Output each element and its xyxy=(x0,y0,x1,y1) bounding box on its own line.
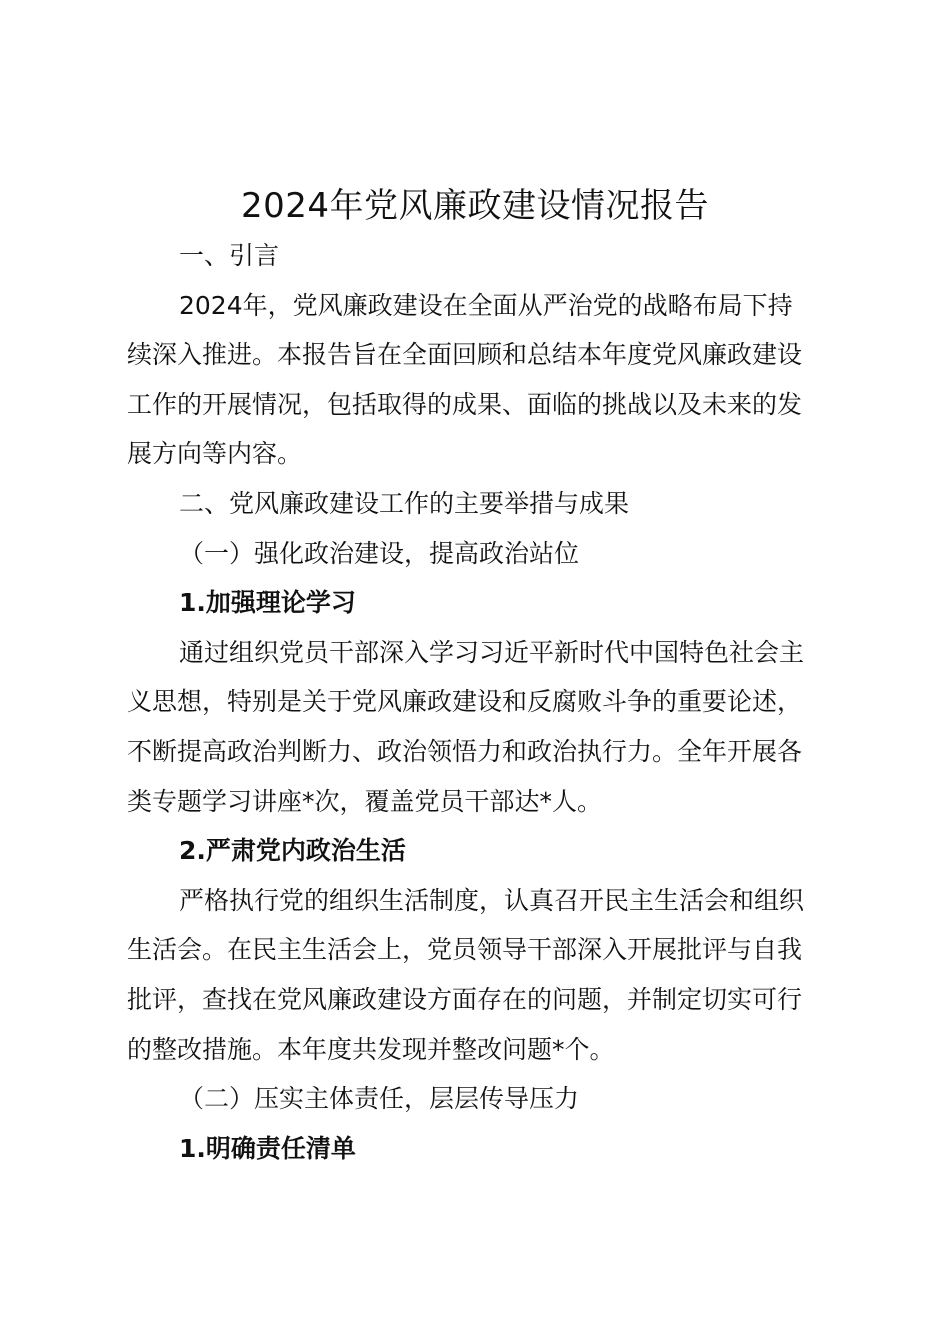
paragraph-line: 2024年，党风廉政建设在全面从严治党的战略布局下持 xyxy=(179,290,793,320)
paragraph-line: 类专题学习讲座*次，覆盖党员干部达*人。 xyxy=(127,786,603,816)
subsection-heading-responsibility: （二）压实主体责任，层层传导压力 xyxy=(179,1084,580,1114)
intro-paragraph xyxy=(127,281,833,479)
subsection-heading-political: （一）强化政治建设，提高政治站位 xyxy=(179,538,580,568)
document-title: 2024年党风廉政建设情况报告 xyxy=(240,186,710,226)
item-heading-theory-study: 1.加强理论学习 xyxy=(179,588,356,618)
paragraph-line: 义思想，特别是关于党风廉政建设和反腐败斗争的重要论述， xyxy=(127,687,803,717)
paragraph-line: 展方向等内容。 xyxy=(127,439,303,469)
paragraph-line: 生活会。在民主生活会上，党员领导干部深入开展批评与自我 xyxy=(127,935,803,965)
paragraph-line: 工作的开展情况，包括取得的成果、面临的挑战以及未来的发 xyxy=(127,389,803,419)
paragraph-line: 的整改措施。本年度共发现并整改问题*个。 xyxy=(127,1034,615,1064)
paragraph-line: 批评，查找在党风廉政建设方面存在的问题，并制定切实可行 xyxy=(127,984,803,1014)
theory-study-paragraph xyxy=(127,628,833,826)
paragraph-line: 通过组织党员干部深入学习习近平新时代中国特色社会主 xyxy=(179,637,805,667)
section-heading-measures: 二、党风廉政建设工作的主要举措与成果 xyxy=(179,488,630,518)
party-life-paragraph xyxy=(127,876,833,1074)
paragraph-line: 不断提高政治判断力、政治领悟力和政治执行力。全年开展各 xyxy=(127,736,803,766)
paragraph-line: 严格执行党的组织生活制度，认真召开民主生活会和组织 xyxy=(179,885,805,915)
item-heading-party-life: 2.严肃党内政治生活 xyxy=(179,836,406,866)
document-body xyxy=(127,231,833,1173)
paragraph-line: 续深入推进。本报告旨在全面回顾和总结本年度党风廉政建设 xyxy=(127,340,803,370)
item-heading-responsibility-list: 1.明确责任清单 xyxy=(179,1133,356,1163)
section-heading-intro: 一、引言 xyxy=(179,241,280,270)
